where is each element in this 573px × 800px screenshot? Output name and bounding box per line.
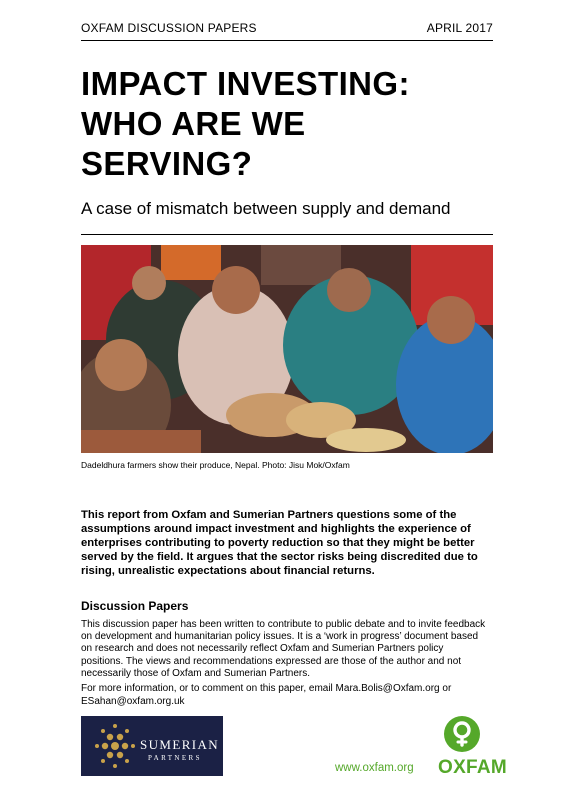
photo-caption: Dadeldhura farmers show their produce, Nepal. Photo: Jisu Mok/Oxfam	[81, 460, 350, 470]
subtitle-rule	[81, 234, 493, 235]
oxfam-wordmark: OXFAM	[438, 757, 508, 778]
subtitle: A case of mismatch between supply and demand	[81, 199, 451, 218]
contact-info: For more information, or to comment on this paper, email Mara.Bolis@Oxfam.org or ESahan@oxfam.org.uk	[81, 683, 452, 707]
discussion-body: This discussion paper has been written to contribute to public debate and to invite feedback on development and humanitarian policy issues. It is a ‘work in progress’ document based on research and does not necessarily reflect Oxfam and Sumerian Partners policy positions. The views and recommendations expressed are those of the author and not necessarily those of Oxfam and Sumerian Partners.	[81, 619, 486, 679]
series-label: OXFAM DISCUSSION PAPERS	[81, 21, 257, 35]
farmers-photo-illustration	[81, 245, 493, 453]
page-title	[81, 64, 501, 184]
title-line-2: WHO ARE WE	[81, 105, 306, 142]
date-label: APRIL 2017	[426, 21, 493, 35]
sumerian-name: SUMERIAN	[140, 737, 220, 752]
oxfam-logo-icon	[444, 716, 480, 752]
oxfam-url-link[interactable]: www.oxfam.org	[335, 762, 414, 774]
title-line-1: IMPACT INVESTING:	[81, 65, 410, 102]
discussion-heading: Discussion Papers	[81, 599, 189, 613]
cover-photo	[81, 245, 493, 453]
sumerian-subname: PARTNERS	[148, 754, 202, 762]
header-rule	[81, 40, 493, 41]
summary-paragraph: This report from Oxfam and Sumerian Partners questions some of the assumptions around impact investment and highlights the experience of enterprises contributing to poverty reduction so that they might be better served by the field. It argues that the sector risks being discredited due to rising, unrealistic expectations about financial returns.	[81, 509, 478, 577]
title-line-3: SERVING?	[81, 145, 253, 182]
